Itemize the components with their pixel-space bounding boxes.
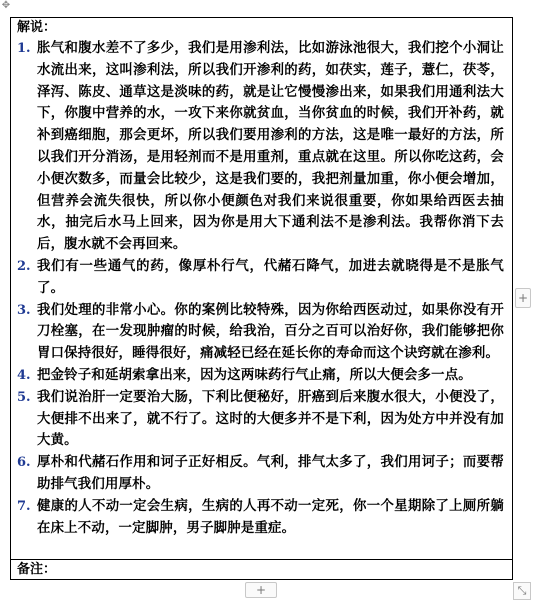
list-item (11, 452, 512, 496)
list-number: 6. (17, 455, 31, 471)
list-text: 胀气和腹水差不了多少，我们是用渗利法，比如游泳池很大，我们挖个小洞让水流出来，这叫渗利法，所以我们开渗利的药，如茯实，莲子，薏仁，茯苓，泽泻、陈皮、通草这是淡味的药，就是让它慢慢渗出来，如果我们用通利法大下，你腹中营养的水，一攻下来你就贫血，当你贫血的时候，我们开补药，就补到癌细胞，那会更坏，所以我们要用渗利的方法，这是唯一最好的方法，所以我们开分消汤，是用轻剂而不是用重剂，重点就在这里。所以你吃这药，会小便次数多，而量会比较少，这是我们要的，我把剂量加重，你小便会增加，但营养会流失很快，所以你小便颜色对我们来说很重要，你如果给西医去抽水，抽完后水马上回来，因为你是用大下通利法不是渗利法。我帮你消下去后，腹水就不会再回来。 (37, 41, 504, 253)
list-text: 健康的人不动一定会生病，生病的人再不动一定死，你一个星期除了上厕所躺在床上不动，一定脚肿，男子脚肿是重症。 (37, 498, 504, 536)
list-item (11, 38, 512, 256)
add-row-plus-icon[interactable]: + (245, 582, 277, 598)
list-item (11, 256, 512, 300)
document-table (10, 17, 513, 580)
list-item (11, 387, 512, 452)
list-item (11, 496, 512, 540)
list-item (11, 300, 512, 365)
add-column-plus-icon[interactable]: + (515, 288, 531, 308)
table-move-handle-icon[interactable]: ✥ (1, 0, 11, 11)
list-number: 1. (17, 41, 31, 56)
list-text: 我们处理的非常小心。你的案例比较特殊，因为你给西医动过，如果你没有开刀栓塞，在一发现肿瘤的时候，给我治，百分之百可以治好你，我们能够把你胃口保持很好，睡得很好，痛减轻已经在延长你的寿命而这个诀窍就在渗利。 (37, 302, 504, 362)
list-item (11, 365, 512, 387)
list-number: 2. (17, 258, 31, 274)
list-number: 7. (17, 498, 31, 514)
table-resize-handle-icon[interactable]: ⤡ (513, 582, 531, 600)
list-text: 厚朴和代赭石作用和诃子正好相反。气利，排气太多了，我们用诃子；而要帮助排气我们用厚朴。 (37, 455, 504, 492)
notes-label: 备注： (17, 562, 57, 577)
list-text: 把金铃子和延胡索拿出来，因为这两味药行气止痛，所以大便会多一点。 (37, 367, 472, 383)
explanation-list (11, 38, 512, 539)
list-text: 我们有一些通气的药，像厚朴行气，代赭石降气，加进去就晓得是不是胀气了。 (37, 258, 504, 296)
list-number: 4. (17, 367, 31, 383)
list-number: 5. (17, 389, 31, 405)
list-text: 我们说治肝一定要治大肠，下利比便秘好，肝癌到后来腹水很大，小便没了，大便排不出来了，就不行了。这时的大便多并不是下利，因为处方中并没有加大黄。 (37, 389, 504, 449)
list-number: 3. (17, 302, 31, 318)
explanation-heading: 解说： (17, 20, 57, 35)
